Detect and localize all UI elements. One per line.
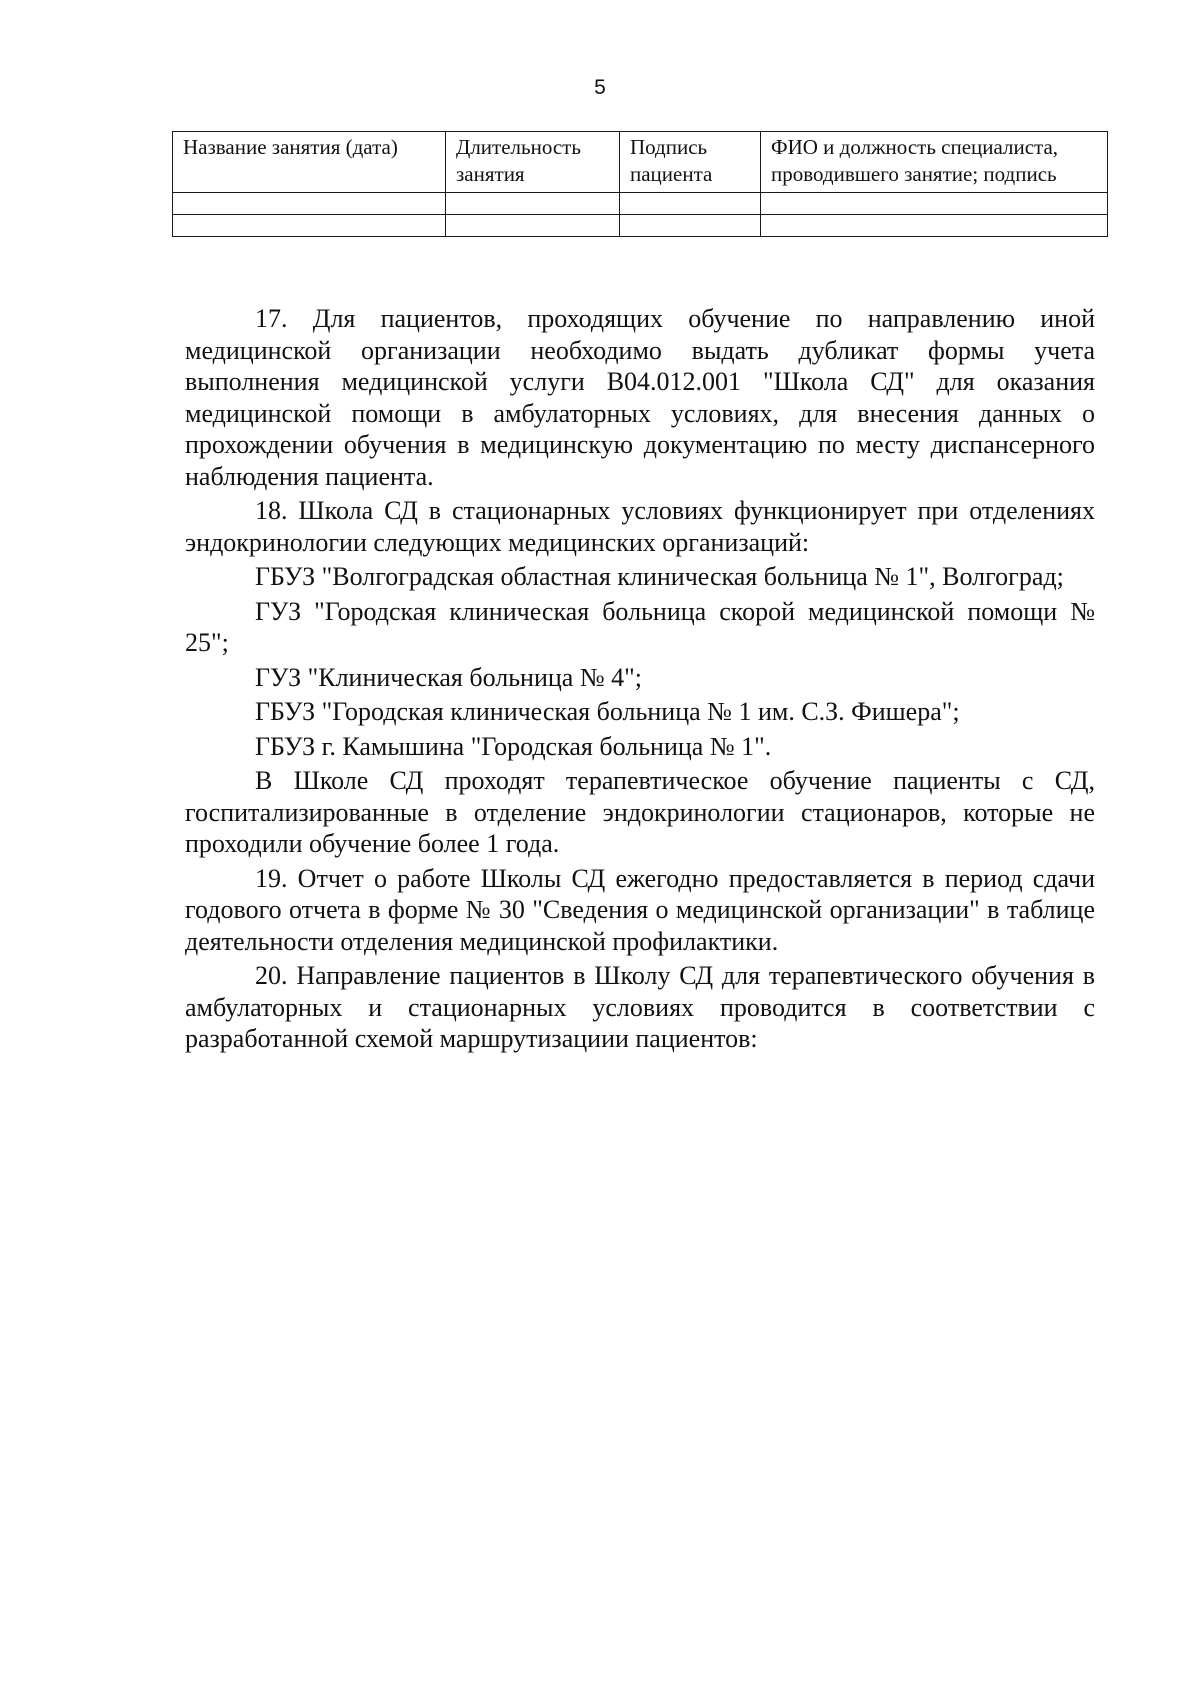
header-lesson-name: Название занятия (дата) <box>173 132 446 193</box>
table-cell <box>173 215 446 237</box>
table-row <box>173 215 1108 237</box>
table-cell <box>173 193 446 215</box>
header-specialist-info: ФИО и должность специалиста, проводившего занятие; подпись <box>761 132 1108 193</box>
table-cell <box>761 193 1108 215</box>
lesson-log-table <box>172 131 1108 237</box>
clinic-list-item: ГБУЗ "Волгоградская областная клиническая больница № 1", Волгоград; <box>255 562 1064 591</box>
clinic-list-item: ГУЗ "Клиническая больница № 4"; <box>255 662 642 692</box>
table-cell <box>446 193 620 215</box>
paragraph-school-training: В Школе СД проходят терапевтическое обучение пациенты с СД, госпитализированные в отделение эндокринологии стационаров, которые не проходили обучение более 1 года. <box>185 766 1095 858</box>
table-cell <box>620 193 761 215</box>
paragraph-18: 18. Школа СД в стационарных условиях функционирует при отделениях эндокринологии следующих медицинских организаций: <box>185 496 1095 557</box>
paragraph-17: 17. Для пациентов, проходящих обучение по направлению иной медицинской организации необходимо выдать дубликат формы учета выполнения медицинской услуги В04.012.001 "Школа СД" для оказания медицинской помощи в амбулаторных условиях, для внесения данных о прохождении обучения в медицинскую документацию по месту диспансерного наблюдения пациента. <box>185 304 1095 491</box>
table-header-row <box>173 132 1108 193</box>
table-row <box>173 193 1108 215</box>
header-lesson-duration: Длительность занятия <box>446 132 620 193</box>
paragraph-19: 19. Отчет о работе Школы СД ежегодно предоставляется в период сдачи годового отчета в форме № 30 "Сведения о медицинской организации" в таблице деятельности отделения медицинской профилактики. <box>185 863 1095 956</box>
paragraph-20: 20. Направление пациентов в Школу СД для терапевтического обучения в амбулаторных и стационарных условиях проводится в соответствии с разработанной схемой маршрутизациии пациентов: <box>185 961 1095 1053</box>
page-number: 5 <box>594 76 606 99</box>
table-cell <box>446 215 620 237</box>
table-cell <box>761 215 1108 237</box>
clinic-list-item: ГБУЗ "Городская клиническая больница № 1 им. С.З. Фишера"; <box>255 697 960 726</box>
clinic-list-item: ГБУЗ г. Камышина "Городская больница № 1". <box>255 731 772 761</box>
header-patient-signature: Подпись пациента <box>620 132 761 193</box>
table-cell <box>620 215 761 237</box>
document-body <box>185 303 1095 1055</box>
clinic-list-item: ГУЗ "Городская клиническая больница скорой медицинской помощи № 25"; <box>185 596 1095 657</box>
